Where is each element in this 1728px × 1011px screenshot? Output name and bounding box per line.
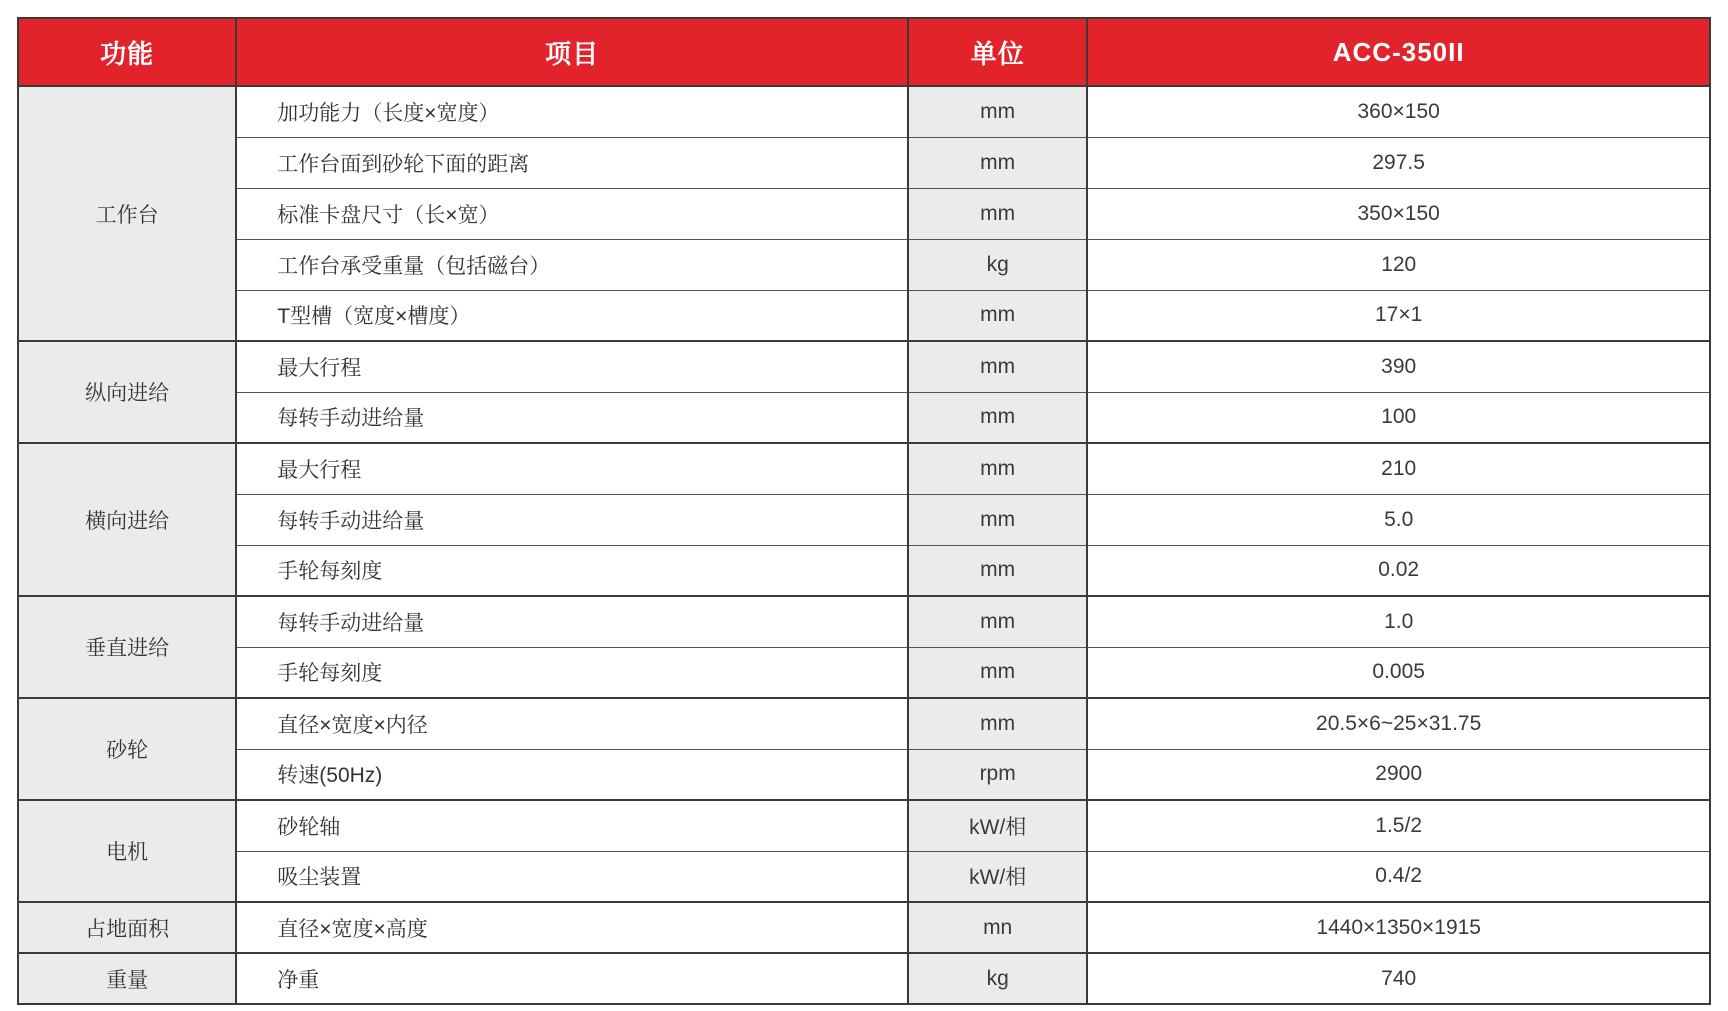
unit-cell: rpm (908, 749, 1087, 800)
unit-cell: kW/相 (908, 851, 1087, 902)
unit-cell: mm (908, 596, 1087, 647)
function-cell: 纵向进给 (18, 341, 236, 443)
unit-cell: kW/相 (908, 800, 1087, 851)
value-cell: 1440×1350×1915 (1087, 902, 1710, 953)
unit-cell: mm (908, 392, 1087, 443)
value-cell: 120 (1087, 239, 1710, 290)
function-cell: 砂轮 (18, 698, 236, 800)
item-cell: 手轮每刻度 (236, 545, 908, 596)
value-cell: 297.5 (1087, 137, 1710, 188)
table-row (18, 596, 1710, 647)
header-row (18, 18, 1710, 86)
function-cell: 占地面积 (18, 902, 236, 953)
unit-cell: mm (908, 137, 1087, 188)
item-cell: 吸尘装置 (236, 851, 908, 902)
table-row (18, 443, 1710, 494)
value-cell: 350×150 (1087, 188, 1710, 239)
unit-cell: mm (908, 698, 1087, 749)
table-row (18, 647, 1710, 698)
function-cell: 垂直进给 (18, 596, 236, 698)
function-cell: 工作台 (18, 86, 236, 341)
value-cell: 1.5/2 (1087, 800, 1710, 851)
value-cell: 20.5×6~25×31.75 (1087, 698, 1710, 749)
unit-cell: mm (908, 443, 1087, 494)
item-cell: 最大行程 (236, 443, 908, 494)
item-cell: 每转手动进给量 (236, 392, 908, 443)
table-row (18, 749, 1710, 800)
spec-table-body (18, 86, 1710, 1004)
unit-cell: mn (908, 902, 1087, 953)
value-cell: 210 (1087, 443, 1710, 494)
item-cell: 直径×宽度×高度 (236, 902, 908, 953)
spec-table (17, 17, 1711, 1005)
value-cell: 390 (1087, 341, 1710, 392)
table-row (18, 137, 1710, 188)
table-row (18, 392, 1710, 443)
item-cell: 每转手动进给量 (236, 494, 908, 545)
table-row (18, 851, 1710, 902)
table-row (18, 239, 1710, 290)
value-cell: 1.0 (1087, 596, 1710, 647)
table-row (18, 545, 1710, 596)
item-cell: 最大行程 (236, 341, 908, 392)
table-row (18, 698, 1710, 749)
value-cell: 0.4/2 (1087, 851, 1710, 902)
item-cell: 工作台面到砂轮下面的距离 (236, 137, 908, 188)
value-cell: 0.02 (1087, 545, 1710, 596)
item-cell: T型槽（宽度×槽度） (236, 290, 908, 341)
item-cell: 砂轮轴 (236, 800, 908, 851)
value-cell: 360×150 (1087, 86, 1710, 137)
value-cell: 2900 (1087, 749, 1710, 800)
header-item: 项目 (236, 18, 908, 86)
unit-cell: mm (908, 545, 1087, 596)
value-cell: 100 (1087, 392, 1710, 443)
unit-cell: mm (908, 647, 1087, 698)
header-model: ACC-350II (1087, 18, 1710, 86)
item-cell: 净重 (236, 953, 908, 1004)
value-cell: 17×1 (1087, 290, 1710, 341)
item-cell: 每转手动进给量 (236, 596, 908, 647)
function-cell: 重量 (18, 953, 236, 1004)
function-cell: 电机 (18, 800, 236, 902)
item-cell: 手轮每刻度 (236, 647, 908, 698)
table-row (18, 494, 1710, 545)
table-row (18, 188, 1710, 239)
table-row (18, 902, 1710, 953)
unit-cell: mm (908, 341, 1087, 392)
value-cell: 5.0 (1087, 494, 1710, 545)
value-cell: 740 (1087, 953, 1710, 1004)
item-cell: 转速(50Hz) (236, 749, 908, 800)
header-unit: 单位 (908, 18, 1087, 86)
item-cell: 直径×宽度×内径 (236, 698, 908, 749)
table-row (18, 86, 1710, 137)
header-function: 功能 (18, 18, 236, 86)
unit-cell: mm (908, 290, 1087, 341)
item-cell: 工作台承受重量（包括磁台） (236, 239, 908, 290)
table-row (18, 290, 1710, 341)
value-cell: 0.005 (1087, 647, 1710, 698)
unit-cell: mm (908, 86, 1087, 137)
table-row (18, 800, 1710, 851)
table-row (18, 341, 1710, 392)
unit-cell: mm (908, 494, 1087, 545)
spec-table-header (18, 18, 1710, 86)
item-cell: 标准卡盘尺寸（长×宽） (236, 188, 908, 239)
unit-cell: mm (908, 188, 1087, 239)
unit-cell: kg (908, 239, 1087, 290)
function-cell: 横向进给 (18, 443, 236, 596)
unit-cell: kg (908, 953, 1087, 1004)
table-row (18, 953, 1710, 1004)
item-cell: 加功能力（长度×宽度） (236, 86, 908, 137)
